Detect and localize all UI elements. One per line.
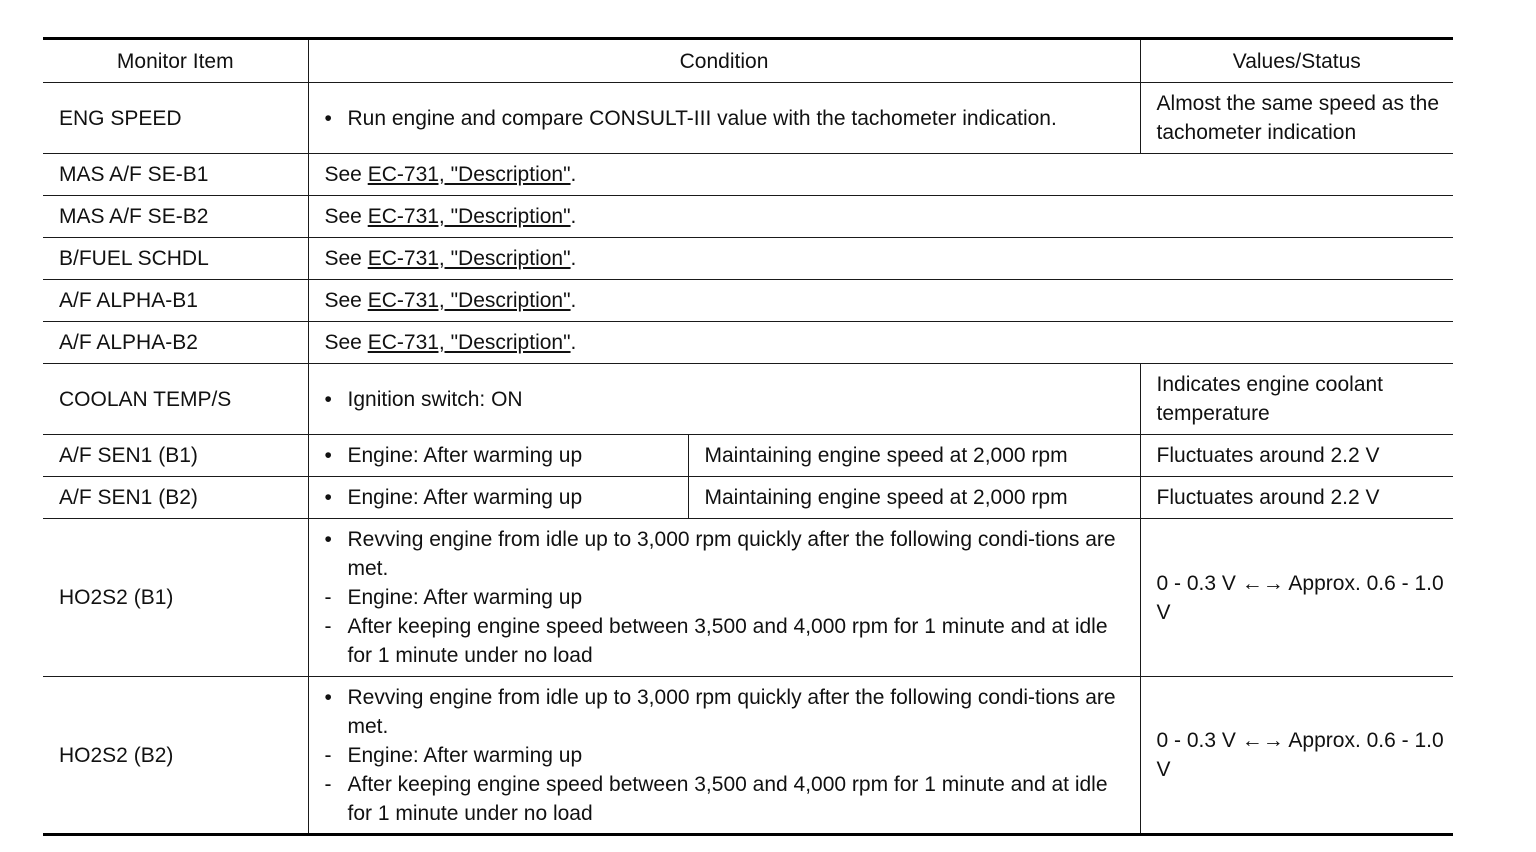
table-row <box>43 322 1453 364</box>
monitor-item-cell: B/FUEL SCHDL <box>43 238 308 280</box>
sub-condition-text: After keeping engine speed between 3,500 and 4,000 rpm for 1 minute and at idle for 1 minute under no load <box>347 772 1108 825</box>
monitor-item-cell: A/F ALPHA-B1 <box>43 280 308 322</box>
table-row <box>43 677 1453 835</box>
value-cell: 0 - 0.3 V ←→ Approx. 0.6 - 1.0 V <box>1140 519 1453 677</box>
dash-icon: - <box>324 586 332 609</box>
condition-cell <box>308 238 1453 280</box>
monitor-item-table <box>43 37 1453 836</box>
condition-detail-cell: Maintaining engine speed at 2,000 rpm <box>688 435 1140 477</box>
bullet-icon: • <box>324 444 332 467</box>
table-row <box>43 238 1453 280</box>
table-row <box>43 477 1453 519</box>
sub-condition-text: Engine: After warming up <box>347 743 583 767</box>
value-cell: 0 - 0.3 V ←→ Approx. 0.6 - 1.0 V <box>1140 677 1453 835</box>
header-values-status: Values/Status <box>1140 39 1453 83</box>
bullet-icon: • <box>324 486 332 509</box>
condition-cell <box>308 322 1453 364</box>
see-text: See <box>324 247 362 270</box>
see-text: See <box>324 289 362 312</box>
value-cell: Fluctuates around 2.2 V <box>1140 435 1453 477</box>
value-cell: Fluctuates around 2.2 V <box>1140 477 1453 519</box>
value-cell: Almost the same speed as the tachometer indication <box>1140 83 1453 154</box>
condition-text: Run engine and compare CONSULT-III value with the tachometer indication. <box>347 106 1057 130</box>
condition-cell <box>308 477 688 519</box>
dash-icon: - <box>324 615 332 638</box>
bullet-icon: • <box>324 106 332 130</box>
condition-text: Ignition switch: ON <box>347 387 523 411</box>
sub-condition-text: Engine: After warming up <box>347 586 583 609</box>
condition-cell <box>308 677 1140 835</box>
sub-condition-text: After keeping engine speed between 3,500 and 4,000 rpm for 1 minute and at idle for 1 minute under no load <box>347 615 1108 667</box>
table-row <box>43 364 1453 435</box>
see-text: See <box>324 163 362 186</box>
dash-icon: - <box>324 772 332 796</box>
table-row <box>43 435 1453 477</box>
condition-cell <box>308 196 1453 238</box>
table-row <box>43 83 1453 154</box>
header-condition: Condition <box>308 39 1140 83</box>
period-text: . <box>570 289 577 312</box>
monitor-item-cell: HO2S2 (B2) <box>43 677 308 835</box>
period-text: . <box>570 247 577 270</box>
table-row <box>43 280 1453 322</box>
condition-cell <box>308 364 1140 435</box>
header-monitor-item: Monitor Item <box>43 39 308 83</box>
bullet-icon: • <box>324 528 332 551</box>
monitor-item-cell: A/F SEN1 (B1) <box>43 435 308 477</box>
condition-cell <box>308 154 1453 196</box>
condition-cell <box>308 83 1140 154</box>
condition-text: Engine: After warming up <box>347 444 583 467</box>
condition-text: Revving engine from idle up to 3,000 rpm quickly after the following condi-tions are met. <box>347 685 1116 738</box>
monitor-item-cell: ENG SPEED <box>43 83 308 154</box>
condition-text: Engine: After warming up <box>347 486 583 509</box>
condition-detail-cell: Maintaining engine speed at 2,000 rpm <box>688 477 1140 519</box>
header-row <box>43 39 1453 83</box>
dash-icon: - <box>324 743 332 767</box>
bullet-icon: • <box>324 387 332 411</box>
condition-cell <box>308 435 688 477</box>
bullet-icon: • <box>324 685 332 709</box>
table-row <box>43 154 1453 196</box>
see-text: See <box>324 331 362 354</box>
description-link[interactable]: EC-731, "Description" <box>367 247 571 270</box>
description-link[interactable]: EC-731, "Description" <box>367 289 571 312</box>
condition-cell <box>308 519 1140 677</box>
monitor-item-cell: A/F SEN1 (B2) <box>43 477 308 519</box>
description-link[interactable]: EC-731, "Description" <box>367 163 571 186</box>
value-cell: Indicates engine coolant temperature <box>1140 364 1453 435</box>
condition-cell <box>308 280 1453 322</box>
monitor-item-cell: A/F ALPHA-B2 <box>43 322 308 364</box>
see-text: See <box>324 205 362 228</box>
monitor-item-cell: COOLAN TEMP/S <box>43 364 308 435</box>
monitor-item-cell: MAS A/F SE-B1 <box>43 154 308 196</box>
monitor-item-cell: HO2S2 (B1) <box>43 519 308 677</box>
period-text: . <box>570 163 577 186</box>
description-link[interactable]: EC-731, "Description" <box>367 205 571 228</box>
condition-text: Revving engine from idle up to 3,000 rpm quickly after the following condi-tions are met. <box>347 528 1116 580</box>
table-row <box>43 196 1453 238</box>
description-link[interactable]: EC-731, "Description" <box>367 331 571 354</box>
table-row <box>43 519 1453 677</box>
period-text: . <box>570 205 577 228</box>
period-text: . <box>570 331 577 354</box>
monitor-item-cell: MAS A/F SE-B2 <box>43 196 308 238</box>
